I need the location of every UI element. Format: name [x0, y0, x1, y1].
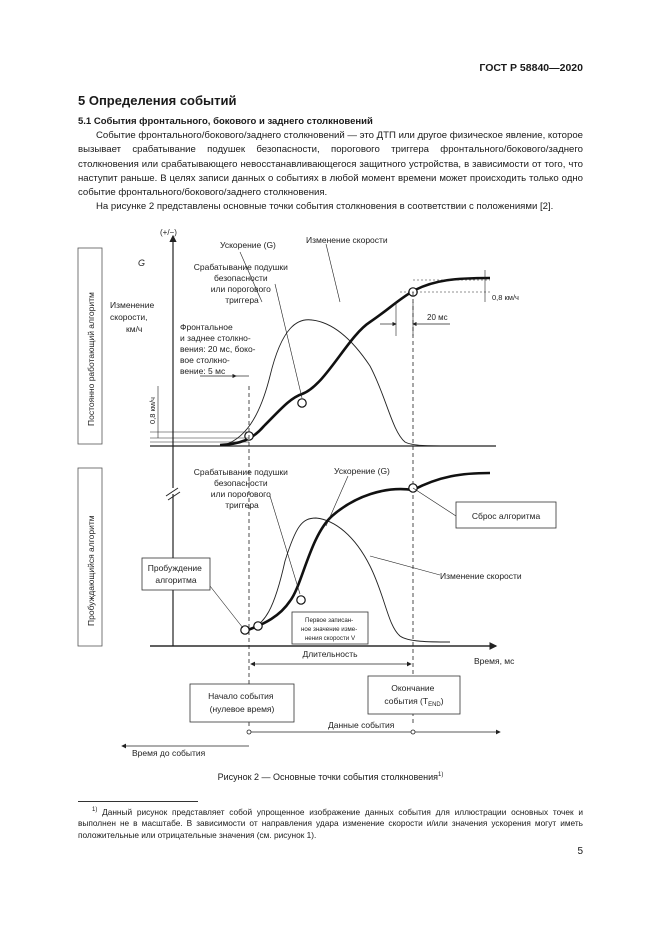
footnote-text: Данный рисунок представляет собой упрощенное изображение данных события для иллюстрации основных точек и выполнен не в масштабе. В зависимости от направления удара изменение скорости и/или значения ускорения могут иметь положительные или отрицательные значения (см. рисунок 1).: [78, 806, 583, 841]
footnote: [78, 805, 583, 842]
dim-08-vertical: 0,8 км/ч: [148, 397, 157, 424]
frontal-label: Фронтальное и заднее столкно- вения: 20 мс, боко- вое столкно- вение: 5 мс: [180, 322, 256, 376]
bottom-panel-label: Пробуждающийся алгоритм: [86, 515, 96, 626]
footnote-marker: 1): [92, 807, 98, 813]
first-record-label: Первое записан- ное значение изме- нения скорости V: [300, 617, 358, 642]
top-speed-change-curve: [220, 278, 490, 445]
g-label: G: [138, 258, 146, 268]
speed-change-axis-label: Изменение скорости, км/ч: [110, 300, 155, 334]
top-panel-label: Постоянно работающий алгоритм: [86, 292, 96, 426]
duration-label: Длительность: [302, 649, 358, 659]
dim-20ms: 20 мс: [427, 313, 448, 322]
caption-text: Рисунок 2 — Основные точки события столкновения: [217, 772, 439, 782]
deploy-bottom-label: Срабатывание подушки безопасности или порогового триггера: [193, 467, 288, 510]
top-acceleration-curve: [220, 320, 450, 446]
paragraph-2: На рисунке 2 представлены основные точки события столкновения в соответствии с положениями [2].: [96, 201, 554, 213]
page-number: 5: [577, 846, 583, 857]
crash-event-figure: [70, 226, 590, 762]
speedchange-top-label: Изменение скорости: [306, 235, 388, 245]
paragraph-1: Событие фронтального/бокового/заднего столкновений — это ДТП или другое физическое явление, которое вызывает срабатывание подушек безопасности, порогового триггера фронтального/бокового/заднего столкновения или срабатывающего невосстанавливающегося защитного устройства, в зависимости от того, что наступит раньше. В целях записи данных о событиях в любой момент времени может происходить только одно событие фронтального/бокового/заднего столкновения.: [78, 130, 583, 199]
start-box: [190, 684, 294, 722]
bottom-deploy-marker: [297, 596, 305, 604]
end-label: Окончание события $(T_{END})$: [384, 683, 444, 708]
deploy-top-label: Срабатывание подушки безопасности или порогового триггера: [193, 262, 288, 305]
time-axis-label: Время, мс: [474, 656, 515, 666]
bottom-first-record-marker: [254, 622, 262, 630]
end-box: [368, 676, 460, 714]
event-data-label: Данные события: [328, 720, 395, 730]
document-id: ГОСТ Р 58840—2020: [479, 62, 583, 74]
wake-label: Пробуждение алгоритма: [147, 563, 202, 585]
pre-event-label: Время до события: [132, 748, 206, 758]
footnote-divider: [78, 801, 198, 802]
caption-footnote-ref: 1): [438, 772, 444, 778]
reset-label: Сброс алгоритма: [471, 511, 541, 521]
axis-sign-label: (+/−): [160, 228, 177, 237]
accel-bottom-label: Ускорение (G): [334, 466, 390, 476]
dim-08-right: 0,8 км/ч: [492, 293, 519, 302]
figure-caption: [0, 772, 661, 782]
subsection-title: 5.1 События фронтального, бокового и заднего столкновений: [78, 116, 373, 127]
section-title: 5 Определения событий: [78, 93, 237, 108]
top-deploy-marker: [298, 399, 306, 407]
body-text: [78, 129, 583, 215]
bottom-speed-change-curve: [245, 473, 490, 631]
start-label: Начало события (нулевое время): [208, 691, 275, 714]
speedchange-bottom-label: Изменение скорости: [440, 571, 522, 581]
accel-top-label: Ускорение (G): [220, 240, 276, 250]
